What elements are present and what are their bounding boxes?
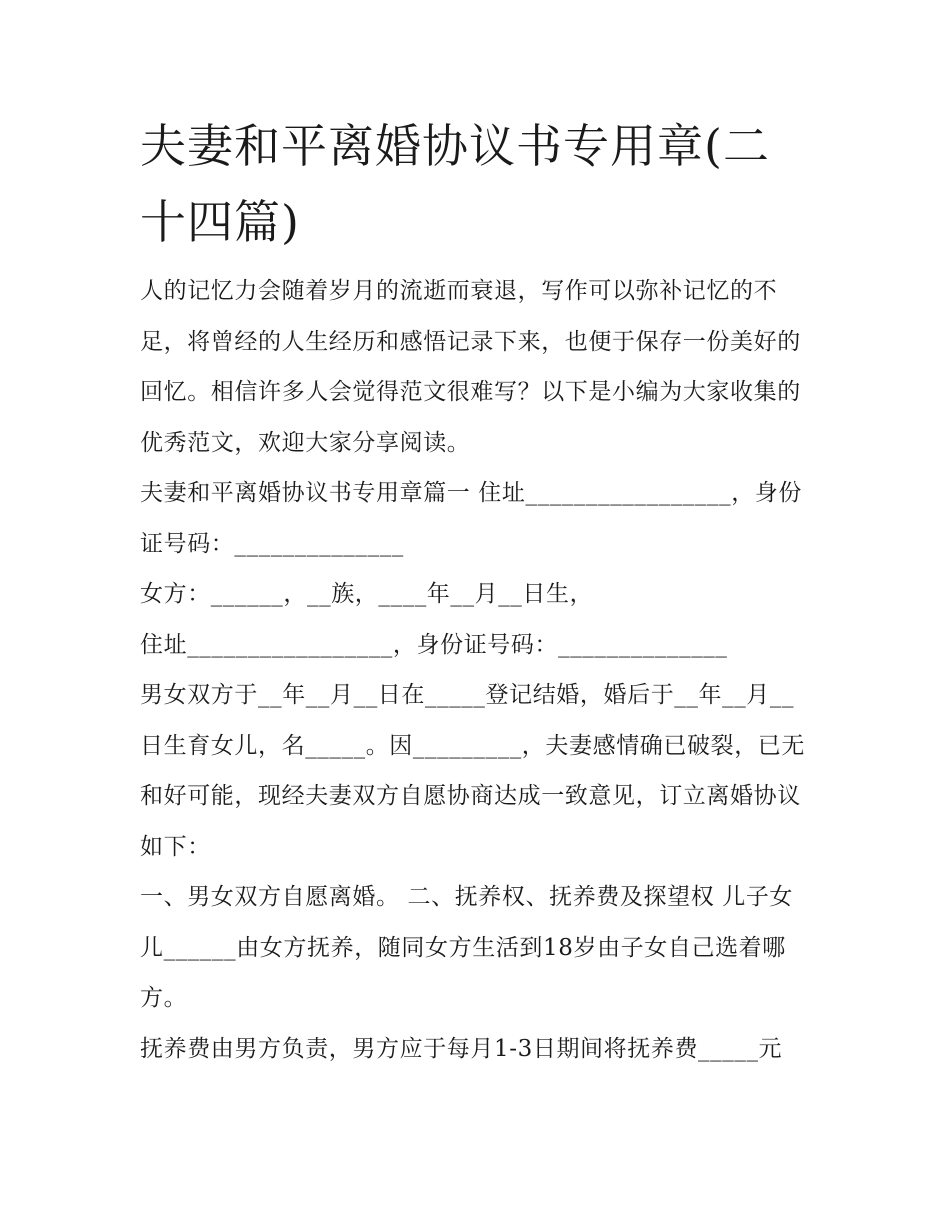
paragraph-wife-address: 住址_________________，身份证号码：______________: [140, 631, 728, 658]
paragraph-clauses: 一、男女双方自愿离婚。 二、抚养权、抚养费及探望权 儿子女儿______由女方抚养，随同女方生活到18岁由子女自己选着哪方。: [140, 884, 794, 1011]
paragraph-support-fee: 抚养费由男方负责，男方应于每月1-3日期间将抚养费_____元: [140, 1035, 783, 1062]
paragraph-marriage-details: 男女双方于__年__月__日在_____登记结婚，婚后于__年__月__日生育女儿，名_____。因_________，夫妻感情确已破裂，已无和好可能，现经夫妻双方自愿协商达成一致意见，订立离婚协议如下：: [140, 682, 805, 860]
document-body: [140, 266, 812, 1074]
document-page: [140, 108, 812, 1074]
paragraph-husband-address: 夫妻和平离婚协议书专用章篇一 住址_________________，身份证号码：______________: [140, 480, 803, 557]
intro-paragraph: 人的记忆力会随着岁月的流逝而衰退，写作可以弥补记忆的不足，将曾经的人生经历和感悟记录下来，也便于保存一份美好的回忆。相信许多人会觉得范文很难写？以下是小编为大家收集的优秀范文，欢迎大家分享阅读。: [140, 278, 801, 456]
paragraph-wife-info: 女方：______，__族，____年__月__日生，: [140, 581, 594, 607]
document-title: 夫妻和平离婚协议书专用章(二十四篇): [140, 119, 770, 249]
